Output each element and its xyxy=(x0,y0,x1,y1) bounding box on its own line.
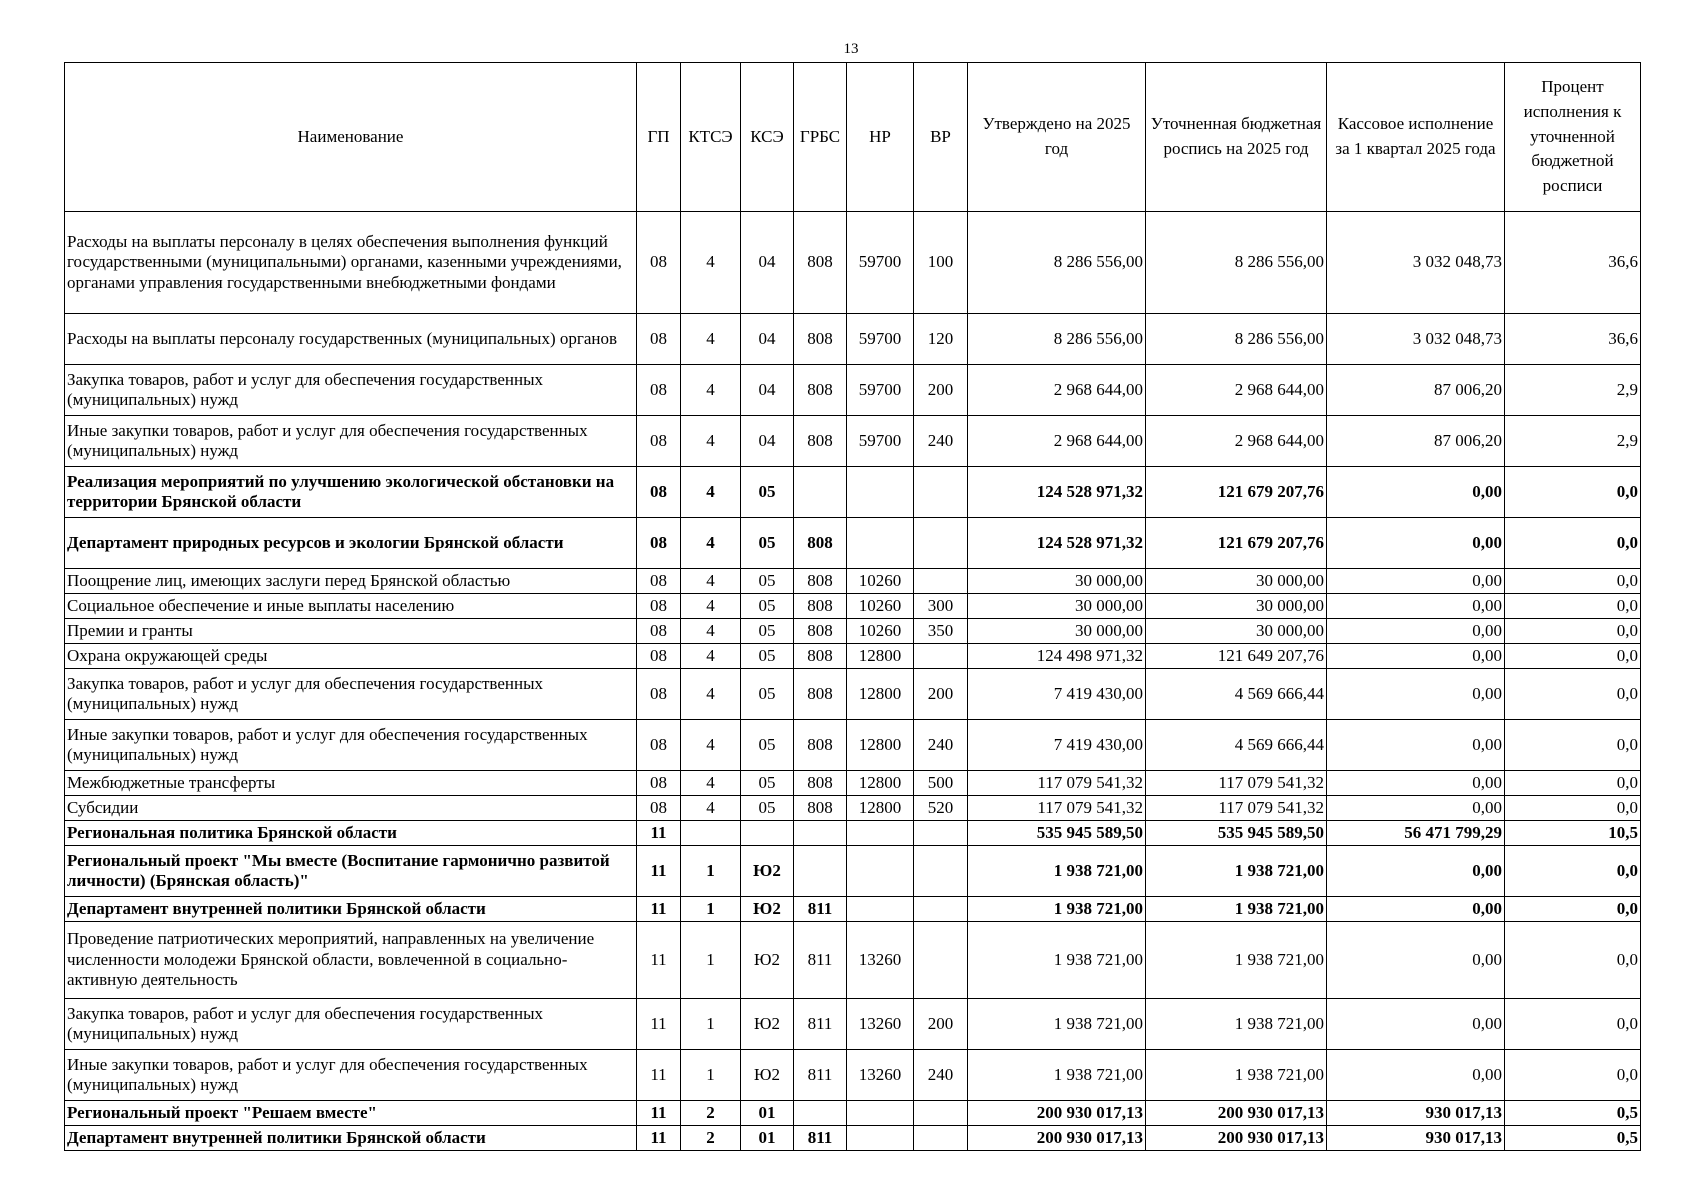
table-row xyxy=(65,1101,1641,1126)
cell-gp: 08 xyxy=(637,212,681,314)
cell-refined: 30 000,00 xyxy=(1146,569,1327,594)
header-kse: КСЭ xyxy=(741,63,794,212)
cell-gp: 08 xyxy=(637,467,681,518)
table-row xyxy=(65,821,1641,846)
cell-percent: 0,0 xyxy=(1505,720,1641,771)
cell-grbs xyxy=(794,467,847,518)
cell-refined: 1 938 721,00 xyxy=(1146,922,1327,999)
cell-kse: 05 xyxy=(741,569,794,594)
cell-refined: 121 679 207,76 xyxy=(1146,518,1327,569)
cell-kse xyxy=(741,821,794,846)
cell-approved: 7 419 430,00 xyxy=(968,720,1146,771)
cell-gp: 08 xyxy=(637,771,681,796)
cell-name: Охрана окружающей среды xyxy=(65,644,637,669)
cell-gp: 11 xyxy=(637,897,681,922)
cell-cash: 0,00 xyxy=(1327,922,1505,999)
cell-nr xyxy=(847,846,914,897)
cell-percent: 36,6 xyxy=(1505,212,1641,314)
cell-cash: 0,00 xyxy=(1327,999,1505,1050)
cell-kse: 05 xyxy=(741,644,794,669)
cell-nr: 12800 xyxy=(847,720,914,771)
cell-nr: 59700 xyxy=(847,365,914,416)
cell-grbs: 808 xyxy=(794,365,847,416)
cell-name: Реализация мероприятий по улучшению экологической обстановки на территории Брянской области xyxy=(65,467,637,518)
cell-refined: 1 938 721,00 xyxy=(1146,999,1327,1050)
cell-vr: 240 xyxy=(914,720,968,771)
cell-kse: Ю2 xyxy=(741,1050,794,1101)
cell-approved: 200 930 017,13 xyxy=(968,1101,1146,1126)
cell-approved: 1 938 721,00 xyxy=(968,999,1146,1050)
cell-nr: 13260 xyxy=(847,999,914,1050)
cell-nr xyxy=(847,467,914,518)
cell-refined: 200 930 017,13 xyxy=(1146,1126,1327,1151)
cell-name: Закупка товаров, работ и услуг для обеспечения государственных (муниципальных) нужд xyxy=(65,999,637,1050)
header-grbs: ГРБС xyxy=(794,63,847,212)
cell-vr xyxy=(914,1126,968,1151)
cell-vr: 200 xyxy=(914,999,968,1050)
cell-vr: 200 xyxy=(914,669,968,720)
cell-name: Департамент внутренней политики Брянской области xyxy=(65,1126,637,1151)
cell-approved: 2 968 644,00 xyxy=(968,365,1146,416)
cell-ktse: 1 xyxy=(681,897,741,922)
cell-grbs xyxy=(794,1101,847,1126)
cell-refined: 4 569 666,44 xyxy=(1146,720,1327,771)
cell-nr xyxy=(847,897,914,922)
cell-cash: 0,00 xyxy=(1327,897,1505,922)
cell-nr xyxy=(847,1101,914,1126)
table-row xyxy=(65,999,1641,1050)
cell-kse: 05 xyxy=(741,594,794,619)
cell-grbs: 811 xyxy=(794,1050,847,1101)
cell-vr: 100 xyxy=(914,212,968,314)
cell-name: Межбюджетные трансферты xyxy=(65,771,637,796)
cell-ktse: 1 xyxy=(681,999,741,1050)
cell-refined: 1 938 721,00 xyxy=(1146,897,1327,922)
cell-approved: 535 945 589,50 xyxy=(968,821,1146,846)
table-row xyxy=(65,314,1641,365)
cell-ktse: 2 xyxy=(681,1126,741,1151)
cell-ktse: 4 xyxy=(681,314,741,365)
cell-nr: 12800 xyxy=(847,796,914,821)
cell-ktse: 4 xyxy=(681,518,741,569)
cell-gp: 08 xyxy=(637,644,681,669)
cell-cash: 930 017,13 xyxy=(1327,1126,1505,1151)
cell-ktse: 1 xyxy=(681,922,741,999)
cell-approved: 117 079 541,32 xyxy=(968,771,1146,796)
cell-grbs: 811 xyxy=(794,922,847,999)
cell-kse: 04 xyxy=(741,365,794,416)
cell-approved: 1 938 721,00 xyxy=(968,922,1146,999)
cell-name: Поощрение лиц, имеющих заслуги перед Брянской областью xyxy=(65,569,637,594)
header-cash: Кассовое исполнение за 1 квартал 2025 года xyxy=(1327,63,1505,212)
cell-nr xyxy=(847,1126,914,1151)
cell-ktse: 4 xyxy=(681,467,741,518)
cell-cash: 930 017,13 xyxy=(1327,1101,1505,1126)
cell-percent: 2,9 xyxy=(1505,416,1641,467)
header-vr: ВР xyxy=(914,63,968,212)
table-row xyxy=(65,771,1641,796)
header-row xyxy=(65,63,1641,212)
table-row xyxy=(65,467,1641,518)
cell-cash: 0,00 xyxy=(1327,771,1505,796)
cell-ktse: 4 xyxy=(681,619,741,644)
cell-ktse: 4 xyxy=(681,720,741,771)
cell-approved: 8 286 556,00 xyxy=(968,314,1146,365)
cell-grbs: 811 xyxy=(794,897,847,922)
cell-approved: 200 930 017,13 xyxy=(968,1126,1146,1151)
cell-gp: 08 xyxy=(637,594,681,619)
cell-nr: 10260 xyxy=(847,619,914,644)
cell-grbs: 808 xyxy=(794,669,847,720)
cell-gp: 08 xyxy=(637,314,681,365)
cell-grbs: 808 xyxy=(794,212,847,314)
cell-refined: 1 938 721,00 xyxy=(1146,1050,1327,1101)
cell-vr xyxy=(914,644,968,669)
cell-name: Иные закупки товаров, работ и услуг для обеспечения государственных (муниципальных) нужд xyxy=(65,416,637,467)
cell-cash: 0,00 xyxy=(1327,796,1505,821)
cell-grbs: 808 xyxy=(794,771,847,796)
cell-vr xyxy=(914,846,968,897)
cell-gp: 11 xyxy=(637,1126,681,1151)
cell-approved: 1 938 721,00 xyxy=(968,846,1146,897)
cell-nr: 12800 xyxy=(847,644,914,669)
cell-name: Региональная политика Брянской области xyxy=(65,821,637,846)
budget-table xyxy=(64,62,1641,1151)
page-number: 13 xyxy=(843,41,859,57)
cell-percent: 0,0 xyxy=(1505,644,1641,669)
cell-gp: 08 xyxy=(637,720,681,771)
table-row xyxy=(65,569,1641,594)
cell-approved: 124 528 971,32 xyxy=(968,518,1146,569)
cell-name: Премии и гранты xyxy=(65,619,637,644)
cell-percent: 0,0 xyxy=(1505,999,1641,1050)
cell-ktse: 4 xyxy=(681,669,741,720)
cell-ktse: 4 xyxy=(681,796,741,821)
cell-refined: 30 000,00 xyxy=(1146,619,1327,644)
cell-kse: 01 xyxy=(741,1126,794,1151)
cell-name: Иные закупки товаров, работ и услуг для обеспечения государственных (муниципальных) нужд xyxy=(65,720,637,771)
cell-name: Иные закупки товаров, работ и услуг для обеспечения государственных (муниципальных) нужд xyxy=(65,1050,637,1101)
cell-approved: 124 528 971,32 xyxy=(968,467,1146,518)
cell-cash: 0,00 xyxy=(1327,1050,1505,1101)
cell-gp: 11 xyxy=(637,1050,681,1101)
cell-name: Региональный проект "Решаем вместе" xyxy=(65,1101,637,1126)
cell-vr xyxy=(914,518,968,569)
cell-refined: 2 968 644,00 xyxy=(1146,365,1327,416)
cell-gp: 11 xyxy=(637,999,681,1050)
cell-refined: 117 079 541,32 xyxy=(1146,771,1327,796)
cell-grbs: 811 xyxy=(794,999,847,1050)
cell-gp: 11 xyxy=(637,846,681,897)
cell-percent: 0,5 xyxy=(1505,1126,1641,1151)
cell-grbs xyxy=(794,846,847,897)
cell-refined: 8 286 556,00 xyxy=(1146,314,1327,365)
cell-kse: 04 xyxy=(741,212,794,314)
cell-grbs: 808 xyxy=(794,720,847,771)
cell-cash: 3 032 048,73 xyxy=(1327,314,1505,365)
cell-nr xyxy=(847,821,914,846)
cell-grbs: 808 xyxy=(794,518,847,569)
cell-refined: 121 679 207,76 xyxy=(1146,467,1327,518)
cell-kse: 05 xyxy=(741,771,794,796)
cell-refined: 117 079 541,32 xyxy=(1146,796,1327,821)
cell-kse: 04 xyxy=(741,416,794,467)
cell-percent: 0,0 xyxy=(1505,669,1641,720)
cell-percent: 36,6 xyxy=(1505,314,1641,365)
cell-vr xyxy=(914,821,968,846)
cell-gp: 11 xyxy=(637,1101,681,1126)
cell-grbs: 808 xyxy=(794,619,847,644)
cell-ktse: 1 xyxy=(681,846,741,897)
cell-approved: 30 000,00 xyxy=(968,569,1146,594)
cell-name: Расходы на выплаты персоналу в целях обеспечения выполнения функций государственными (муниципальными) органами, казенными учреждениями, органами управления государственными внебюджетными фондами xyxy=(65,212,637,314)
cell-cash: 0,00 xyxy=(1327,644,1505,669)
cell-approved: 1 938 721,00 xyxy=(968,897,1146,922)
cell-refined: 1 938 721,00 xyxy=(1146,846,1327,897)
cell-refined: 30 000,00 xyxy=(1146,594,1327,619)
header-gp: ГП xyxy=(637,63,681,212)
cell-percent: 0,0 xyxy=(1505,771,1641,796)
header-percent: Процент исполнения к уточненной бюджетной росписи xyxy=(1505,63,1641,212)
cell-gp: 08 xyxy=(637,569,681,594)
cell-name: Департамент природных ресурсов и экологии Брянской области xyxy=(65,518,637,569)
cell-refined: 200 930 017,13 xyxy=(1146,1101,1327,1126)
cell-ktse: 4 xyxy=(681,594,741,619)
cell-vr xyxy=(914,1101,968,1126)
cell-percent: 0,5 xyxy=(1505,1101,1641,1126)
cell-vr xyxy=(914,467,968,518)
cell-percent: 0,0 xyxy=(1505,1050,1641,1101)
cell-nr: 59700 xyxy=(847,314,914,365)
cell-kse: Ю2 xyxy=(741,846,794,897)
cell-name: Субсидии xyxy=(65,796,637,821)
header-name: Наименование xyxy=(65,63,637,212)
cell-nr: 13260 xyxy=(847,922,914,999)
table-row xyxy=(65,846,1641,897)
cell-kse: 05 xyxy=(741,619,794,644)
cell-refined: 4 569 666,44 xyxy=(1146,669,1327,720)
table-row xyxy=(65,518,1641,569)
cell-percent: 0,0 xyxy=(1505,796,1641,821)
cell-kse: Ю2 xyxy=(741,897,794,922)
cell-kse: 05 xyxy=(741,720,794,771)
cell-nr: 10260 xyxy=(847,569,914,594)
cell-name: Департамент внутренней политики Брянской области xyxy=(65,897,637,922)
cell-kse: 05 xyxy=(741,467,794,518)
table-row xyxy=(65,922,1641,999)
cell-percent: 10,5 xyxy=(1505,821,1641,846)
cell-kse: 01 xyxy=(741,1101,794,1126)
cell-percent: 0,0 xyxy=(1505,518,1641,569)
table-row xyxy=(65,669,1641,720)
cell-ktse: 4 xyxy=(681,569,741,594)
table-row xyxy=(65,594,1641,619)
cell-gp: 08 xyxy=(637,669,681,720)
cell-name: Закупка товаров, работ и услуг для обеспечения государственных (муниципальных) нужд xyxy=(65,669,637,720)
cell-cash: 0,00 xyxy=(1327,720,1505,771)
cell-grbs: 808 xyxy=(794,796,847,821)
cell-nr: 59700 xyxy=(847,212,914,314)
cell-kse: 05 xyxy=(741,796,794,821)
cell-kse: 05 xyxy=(741,518,794,569)
cell-percent: 0,0 xyxy=(1505,897,1641,922)
table-row xyxy=(65,796,1641,821)
cell-percent: 0,0 xyxy=(1505,467,1641,518)
cell-nr xyxy=(847,518,914,569)
cell-name: Закупка товаров, работ и услуг для обеспечения государственных (муниципальных) нужд xyxy=(65,365,637,416)
cell-nr: 10260 xyxy=(847,594,914,619)
table-row xyxy=(65,1126,1641,1151)
cell-kse: Ю2 xyxy=(741,922,794,999)
cell-grbs: 811 xyxy=(794,1126,847,1151)
cell-ktse: 2 xyxy=(681,1101,741,1126)
cell-ktse: 4 xyxy=(681,365,741,416)
cell-ktse: 4 xyxy=(681,644,741,669)
cell-cash: 0,00 xyxy=(1327,594,1505,619)
table-row xyxy=(65,644,1641,669)
cell-cash: 3 032 048,73 xyxy=(1327,212,1505,314)
cell-cash: 0,00 xyxy=(1327,467,1505,518)
cell-cash: 87 006,20 xyxy=(1327,416,1505,467)
cell-grbs xyxy=(794,821,847,846)
cell-percent: 0,0 xyxy=(1505,619,1641,644)
cell-ktse xyxy=(681,821,741,846)
cell-approved: 117 079 541,32 xyxy=(968,796,1146,821)
cell-grbs: 808 xyxy=(794,644,847,669)
cell-percent: 2,9 xyxy=(1505,365,1641,416)
cell-kse: 04 xyxy=(741,314,794,365)
cell-refined: 121 649 207,76 xyxy=(1146,644,1327,669)
table-row xyxy=(65,720,1641,771)
cell-cash: 0,00 xyxy=(1327,569,1505,594)
cell-vr: 300 xyxy=(914,594,968,619)
table-row xyxy=(65,1050,1641,1101)
header-ktse: КТСЭ xyxy=(681,63,741,212)
table-row xyxy=(65,365,1641,416)
cell-cash: 0,00 xyxy=(1327,518,1505,569)
cell-vr: 500 xyxy=(914,771,968,796)
cell-ktse: 1 xyxy=(681,1050,741,1101)
cell-grbs: 808 xyxy=(794,314,847,365)
cell-vr xyxy=(914,569,968,594)
table-row xyxy=(65,619,1641,644)
cell-vr xyxy=(914,897,968,922)
cell-vr: 520 xyxy=(914,796,968,821)
cell-approved: 2 968 644,00 xyxy=(968,416,1146,467)
cell-approved: 1 938 721,00 xyxy=(968,1050,1146,1101)
cell-grbs: 808 xyxy=(794,594,847,619)
cell-grbs: 808 xyxy=(794,416,847,467)
cell-vr: 200 xyxy=(914,365,968,416)
cell-approved: 124 498 971,32 xyxy=(968,644,1146,669)
cell-refined: 535 945 589,50 xyxy=(1146,821,1327,846)
cell-gp: 08 xyxy=(637,518,681,569)
cell-gp: 11 xyxy=(637,922,681,999)
cell-gp: 11 xyxy=(637,821,681,846)
cell-approved: 30 000,00 xyxy=(968,619,1146,644)
header-nr: НР xyxy=(847,63,914,212)
cell-name: Проведение патриотических мероприятий, направленных на увеличение численности молодежи Брянской области, вовлеченной в социально-активную деятельность xyxy=(65,922,637,999)
cell-approved: 30 000,00 xyxy=(968,594,1146,619)
cell-kse: 05 xyxy=(741,669,794,720)
cell-kse: Ю2 xyxy=(741,999,794,1050)
cell-approved: 8 286 556,00 xyxy=(968,212,1146,314)
cell-percent: 0,0 xyxy=(1505,569,1641,594)
table-row xyxy=(65,212,1641,314)
cell-vr: 240 xyxy=(914,1050,968,1101)
cell-nr: 13260 xyxy=(847,1050,914,1101)
cell-cash: 0,00 xyxy=(1327,669,1505,720)
cell-ktse: 4 xyxy=(681,771,741,796)
cell-name: Расходы на выплаты персоналу государственных (муниципальных) органов xyxy=(65,314,637,365)
cell-cash: 56 471 799,29 xyxy=(1327,821,1505,846)
cell-approved: 7 419 430,00 xyxy=(968,669,1146,720)
cell-cash: 0,00 xyxy=(1327,619,1505,644)
cell-gp: 08 xyxy=(637,365,681,416)
cell-refined: 2 968 644,00 xyxy=(1146,416,1327,467)
cell-gp: 08 xyxy=(637,416,681,467)
cell-ktse: 4 xyxy=(681,212,741,314)
cell-percent: 0,0 xyxy=(1505,922,1641,999)
cell-nr: 12800 xyxy=(847,771,914,796)
cell-vr: 240 xyxy=(914,416,968,467)
cell-name: Региональный проект "Мы вместе (Воспитание гармонично развитой личности) (Брянская область)" xyxy=(65,846,637,897)
header-approved: Утверждено на 2025 год xyxy=(968,63,1146,212)
cell-ktse: 4 xyxy=(681,416,741,467)
cell-percent: 0,0 xyxy=(1505,846,1641,897)
table-row xyxy=(65,416,1641,467)
cell-vr xyxy=(914,922,968,999)
table-row xyxy=(65,897,1641,922)
cell-cash: 0,00 xyxy=(1327,846,1505,897)
cell-vr: 350 xyxy=(914,619,968,644)
cell-nr: 12800 xyxy=(847,669,914,720)
cell-refined: 8 286 556,00 xyxy=(1146,212,1327,314)
cell-cash: 87 006,20 xyxy=(1327,365,1505,416)
cell-percent: 0,0 xyxy=(1505,594,1641,619)
header-refined: Уточненная бюджетная роспись на 2025 год xyxy=(1146,63,1327,212)
cell-vr: 120 xyxy=(914,314,968,365)
cell-gp: 08 xyxy=(637,796,681,821)
cell-grbs: 808 xyxy=(794,569,847,594)
cell-name: Социальное обеспечение и иные выплаты населению xyxy=(65,594,637,619)
cell-nr: 59700 xyxy=(847,416,914,467)
cell-gp: 08 xyxy=(637,619,681,644)
